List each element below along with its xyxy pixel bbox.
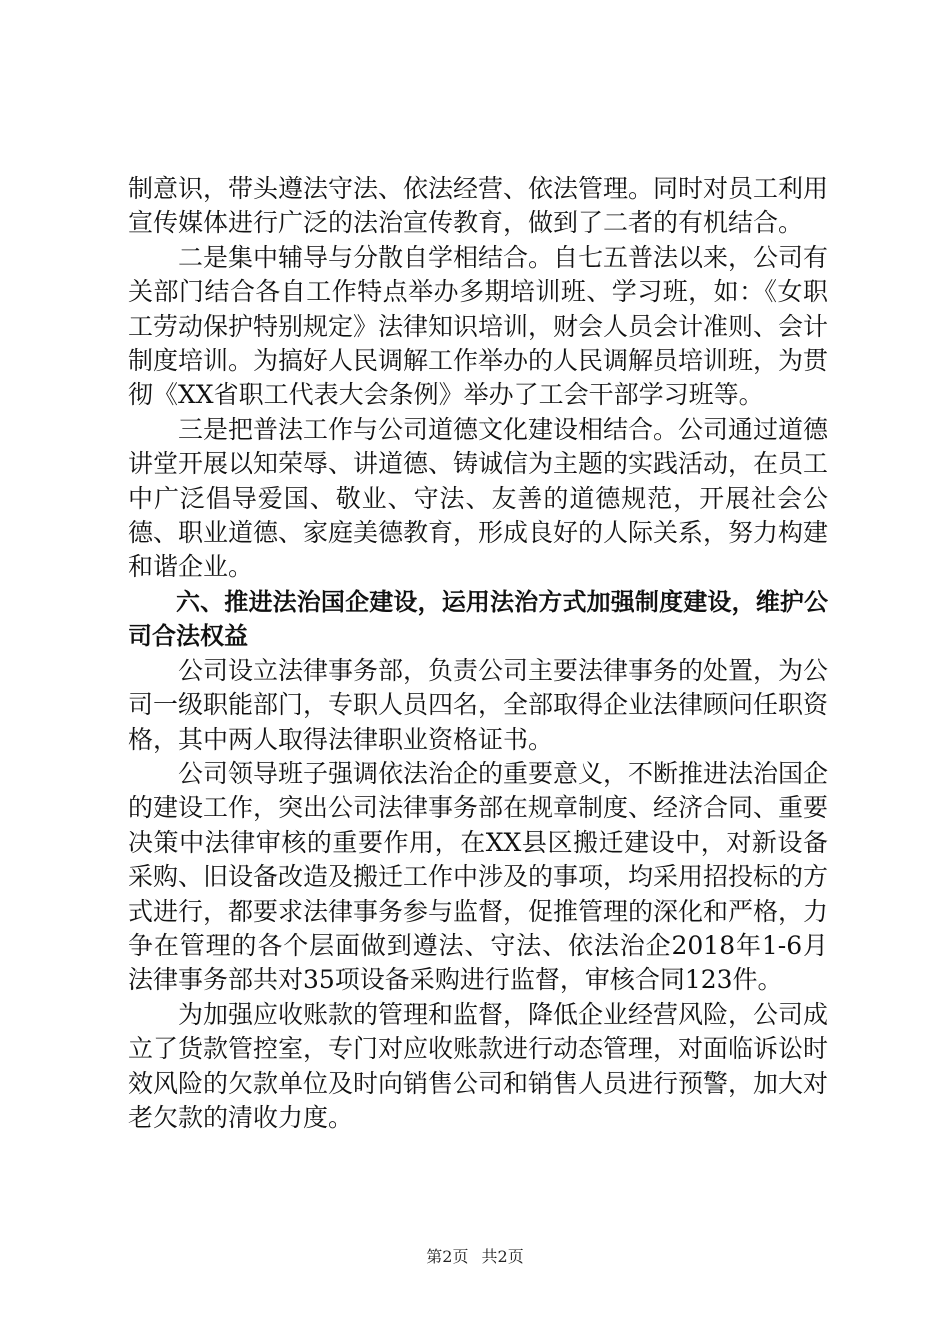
paragraph-point-three: 三是把普法工作与公司道德文化建设相结合。公司通过道德讲堂开展以知荣辱、讲道德、铸诚信为主题的实践活动，在员工中广泛倡导爱国、敬业、守法、友善的道德规范，开展社会公德、职业道德、家庭美德教育，形成良好的人际关系，努力构建和谐企业。 (128, 414, 829, 582)
paragraph-continuation: 制意识，带头遵法守法、依法经营、依法管理。同时对员工利用宣传媒体进行广泛的法治宣传教育，做到了二者的有机结合。 (128, 174, 829, 238)
page-total: 共2页 (481, 1247, 524, 1266)
section-heading-six: 六、推进法治国企建设，运用法治方式加强制度建设，维护公司合法权益 (128, 587, 828, 651)
document-body (128, 172, 828, 1135)
paragraph-receivables: 为加强应收账款的管理和监督，降低企业经营风险，公司成立了货款管控室，专门对应收账款进行动态管理，对面临诉讼时效风险的欠款单位及时向销售公司和销售人员进行预警，加大对老欠款的清收力度。 (128, 999, 829, 1132)
page-number: 第2页 (426, 1247, 469, 1266)
page-footer (0, 1244, 950, 1267)
paragraph-legal-department: 公司设立法律事务部，负责公司主要法律事务的处置，为公司一级职能部门，专职人员四名，全部取得企业法律顾问任职资格，其中两人取得法律职业资格证书。 (128, 655, 829, 754)
paragraph-point-two: 二是集中辅导与分散自学相结合。自七五普法以来，公司有关部门结合各自工作特点举办多期培训班、学习班，如：《女职工劳动保护特别规定》法律知识培训，财会人员会计准则、会计制度培训。为搞好人民调解工作举办的人民调解员培训班，为贯彻《XX省职工代表大会条例》举办了工会干部学习班等。 (128, 242, 829, 410)
paragraph-leadership: 公司领导班子强调依法治企的重要意义，不断推进法治国企的建设工作，突出公司法律事务部在规章制度、经济合同、重要决策中法律审核的重要作用，在XX县区搬迁建设中，对新设备采购、旧设备改造及搬迁工作中涉及的事项，均采用招投标的方式进行，都要求法律事务参与监督，促推管理的深化和严格，力争在管理的各个层面做到遵法、守法、依法治企2018年1-6月法律事务部共对35项设备采购进行监督，审核合同123件。 (128, 758, 829, 995)
